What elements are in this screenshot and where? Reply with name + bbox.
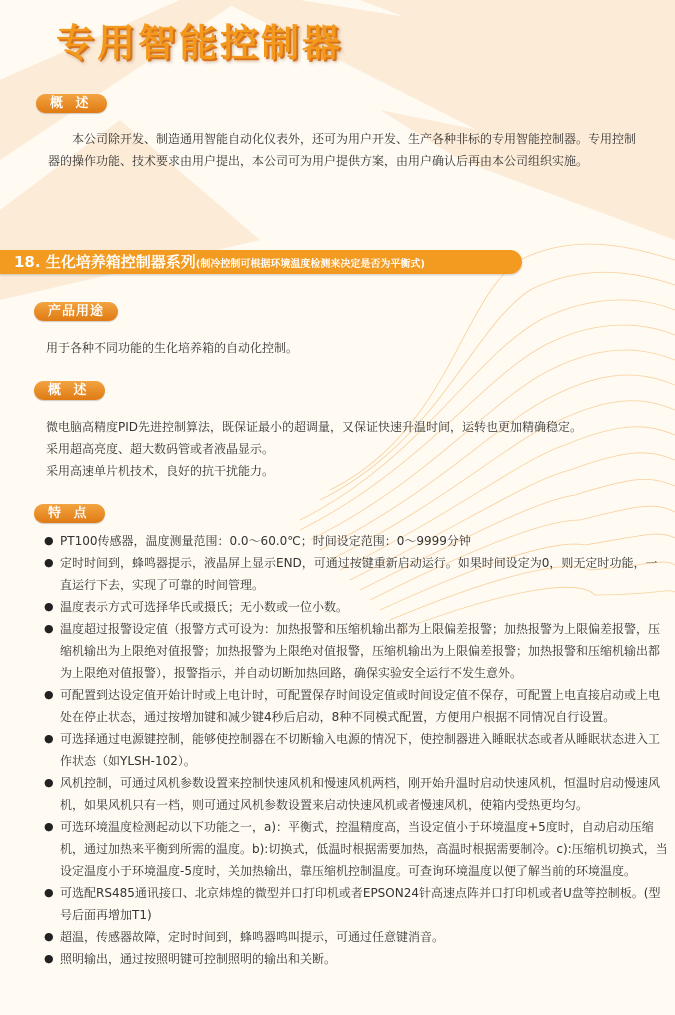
- feature-item: ● 可配置到达设定值开始计时或上电计时，可配置保存时间设定值或时间设定值不保存，可配置上电直接启动或上电处在停止状态，通过按增加键和减少键4秒后启动，8种不同模式配置，方便用户根据不同情况自行设置。: [44, 684, 668, 728]
- series-subtitle: (制冷控制可根据环境温度检测来决定是否为平衡式): [195, 259, 425, 270]
- feature-item: ● 风机控制，可通过风机参数设置来控制快速风机和慢速风机两档，刚开始升温时启动快速风机，恒温时启动慢速风机，如果风机只有一档，则可通过风机参数设置来启动快速风机或者慢速风机，使箱内受热更均匀。: [44, 772, 668, 816]
- feature-item: ● 温度超过报警设定值（报警方式可设为：加热报警和压缩机输出都为上限偏差报警；加热报警为上限偏差报警，压缩机输出为上限绝对值报警；加热报警为上限绝对值报警，压缩机输出为上限偏差报警；加热报警和压缩机输出都为上限绝对值报警），报警指示，并自动切断加热回路，确保实验安全运行不发生意外。: [44, 618, 668, 684]
- series-title: 18. 生化培养箱控制器系列: [14, 253, 196, 271]
- overview2-line3: 采用高速单片机技术，良好的抗干扰能力。: [46, 464, 275, 478]
- overview-label: 概 述: [36, 94, 107, 113]
- overview2-label: 概 述: [34, 381, 105, 400]
- feature-item: ● 可选配RS485通讯接口、北京炜煌的微型并口打印机或者EPSON24针高速点阵并口打印机或者U盘等控制板。(型号后面再增加T1): [44, 882, 668, 926]
- overview-text: 本公司除开发、制造通用智能自动化仪表外，还可为用户开发、生产各种非标的专用智能控制器。专用控制器的操作功能、技术要求由用户提出，本公司可为用户提供方案，由用户确认后再由本公司组织实施。: [48, 132, 637, 168]
- feature-item: ● 可选环境温度检测起动以下功能之一，a)：平衡式，控温精度高，当设定值小于环境温度+5度时，自动启动压缩机，通过加热来平衡到所需的温度。b):切换式，低温时根据需要加热，高温时根据需要制冷。c):压缩机切换式，当设定温度小于环境温度-5度时，关加热输出，靠压缩机控制温度。可查询环境温度以便了解当前的环境温度。: [44, 816, 668, 882]
- features-label: 特 点: [34, 504, 105, 523]
- feature-item: ● 超温，传感器故障，定时时间到，蜂鸣器鸣叫提示，可通过任意键消音。: [44, 926, 668, 948]
- usage-label: 产品用途: [34, 302, 118, 321]
- overview2-line1: 微电脑高精度PID先进控制算法，既保证最小的超调量，又保证快速升温时间，运转也更加精确稳定。: [46, 420, 583, 434]
- feature-item: ● 温度表示方式可选择华氏或摄氏；无小数或一位小数。: [44, 596, 668, 618]
- series-title-bar: [0, 250, 522, 274]
- usage-text: 用于各种不同功能的生化培养箱的自动化控制。: [46, 341, 299, 355]
- page-title: 专用智能控制器: [56, 21, 344, 65]
- feature-item: ● PT100传感器，温度测量范围：0.0～60.0℃；时间设定范围：0～9999分钟: [44, 530, 668, 552]
- feature-item: ● 定时时间到，蜂鸣器提示，液晶屏上显示END，可通过按键重新启动运行。如果时间设定为0，则无定时功能，一直运行下去，实现了可靠的时间管理。: [44, 552, 668, 596]
- overview2-line2: 采用超高亮度、超大数码管或者液晶显示。: [46, 442, 275, 456]
- feature-item: ● 可选择通过电源键控制，能够使控制器在不切断输入电源的情况下，使控制器进入睡眠状态或者从睡眠状态进入工作状态（如YLSH-102）。: [44, 728, 668, 772]
- features-list: [44, 530, 668, 970]
- feature-item: ● 照明输出，通过按照明键可控制照明的输出和关断。: [44, 948, 668, 970]
